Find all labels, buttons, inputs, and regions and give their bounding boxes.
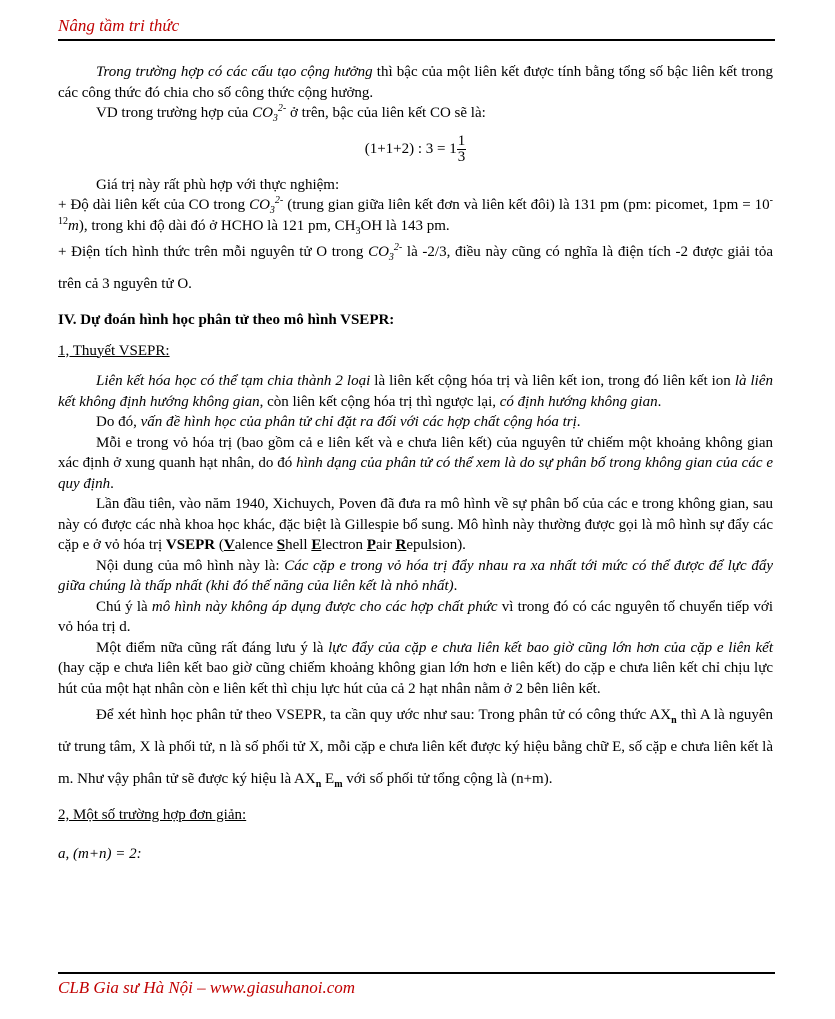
paragraph-geometry: Do đó, vấn đề hình học của phân tử chỉ đặt ra đối với các hợp chất cộng hóa trị. [96,414,581,430]
bullet-formal-charge: + Điện tích hình thức trên mỗi nguyên tử O trong $CO_3^{2-}$ là -2/3, điều này cũng có nghĩa là điện tích -2 được giải tỏa trên cả 3 nguyên tử O. [58,242,773,292]
bond-order-formula: (1+1+2) : 3 = 1 $\frac{1}{3}$ [364,132,466,165]
document-body [58,62,773,864]
header-rule [58,39,775,41]
paragraph-note-complex: Chú ý là mô hình này không áp dụng được cho các hợp chất phức vì trong đó có các nguyên tố chuyển tiếp với vỏ hóa trị d. [58,598,773,635]
section-heading-iv: IV. Dự đoán hình học phân tử theo mô hình VSEPR: [58,312,395,328]
paragraph-bond-types: Liên kết hóa học có thể tạm chia thành 2 loại là liên kết cộng hóa trị và liên kết ion, trong đó liên kết ion là liên kết không định hướng không gian, còn liên kết cộng hóa trị thì ngược lại, có định hướng không gian. [58,373,773,410]
paragraph-experiment: Giá trị này rất phù hợp với thực nghiệm: [96,176,340,193]
co3-formula: $CO_3^{2-}$ [252,103,287,124]
paragraph-lone-pair: Một điểm nữa cũng rất đáng lưu ý là lực đẩy của cặp e chưa liên kết bao giờ cũng lớn hơn của cặp e liên kết (hay cặp e chưa liên kết bao giờ cũng chiếm khoảng không gian lớn hơn e liên kết) do cặp e chưa liên kết chỉ chịu lực hút của một hạt nhân còn e liên kết thì chịu lực hút của cả 2 hạt nhân nằm ở 2 bên liên kết. [58,639,773,697]
page-header: Nâng tầm tri thức [58,16,180,35]
paragraph-example: VD trong trường hợp của $CO_3^{2-}$ ở trên, bậc của liên kết CO sẽ là: [96,103,486,124]
subheading-simple-cases: 2, Một số trường hợp đơn giản: [58,807,247,823]
paragraph-resonance: Trong trường hợp có các cấu tạo cộng hưởng thì bậc của một liên kết được tính bằng tổng số bậc liên kết trong các công thức đó chia cho số công thức cộng hưởng. [58,64,773,101]
paragraph-model-content: Nội dung của mô hình này là: Các cặp e trong vỏ hóa trị đẩy nhau ra xa nhất tới mức có thể được để lực đẩy giữa chúng là thấp nhất (khi đó thế năng của liên kết là nhỏ nhất). [58,557,773,594]
fraction-one-third: $\frac{1}{3}$ [457,132,466,165]
case-a-label: a, (m+n) = 2: [58,845,142,862]
page-footer: CLB Gia sư Hà Nội – www.giasuhanoi.com [58,978,356,997]
paragraph-convention: Để xét hình học phân tử theo VSEPR, ta cần quy ước như sau: Trong phân tử có công thức $AX_n$ thì A là nguyên tử trung tâm, X là phối tử, n là số phối tử X, mỗi cặp e chưa liên kết được ký hiệu bằng chữ E, số cặp e chưa liên kết là m. Như vậy phân tử sẽ được ký hiệu là $AX_n$ $E_m$ với số phối tử tổng cộng là (n+m). [58,707,773,790]
subheading-vsepr-theory: 1, Thuyết VSEPR: [58,342,170,359]
paragraph-electron-space: Mỗi e trong vỏ hóa trị (bao gồm cả e liên kết và e chưa liên kết) của nguyên tử chiếm một khoảng không gian xác định ở xung quanh hạt nhân, do đó hình dạng của phân tử có thể xem là do sự phân bố trong không gian của các e quy định. [58,434,773,492]
paragraph-history: Lần đầu tiên, vào năm 1940, Xichuych, Poven đã đưa ra mô hình về sự phân bố của các e trong không gian, sau này có được các nhà khoa học khác, đặc biệt là Gillespie bổ sung. Mô hình này thường được gọi là mô hình sự đẩy các cặp e ở vỏ hóa trị VSEPR (Valence Shell Electron Pair Repulsion). [58,496,773,553]
footer-rule [58,972,775,974]
bullet-bond-length: + Độ dài liên kết của CO trong $CO_3^{2-}$ (trung gian giữa liên kết đơn và liên kết đôi) là 131 pm (pm: picomet, $1pm = 10^{-12}m$), trong khi độ dài đó ở HCHO là 121 pm, $CH_3OH$ là 143 pm. [58,195,774,237]
